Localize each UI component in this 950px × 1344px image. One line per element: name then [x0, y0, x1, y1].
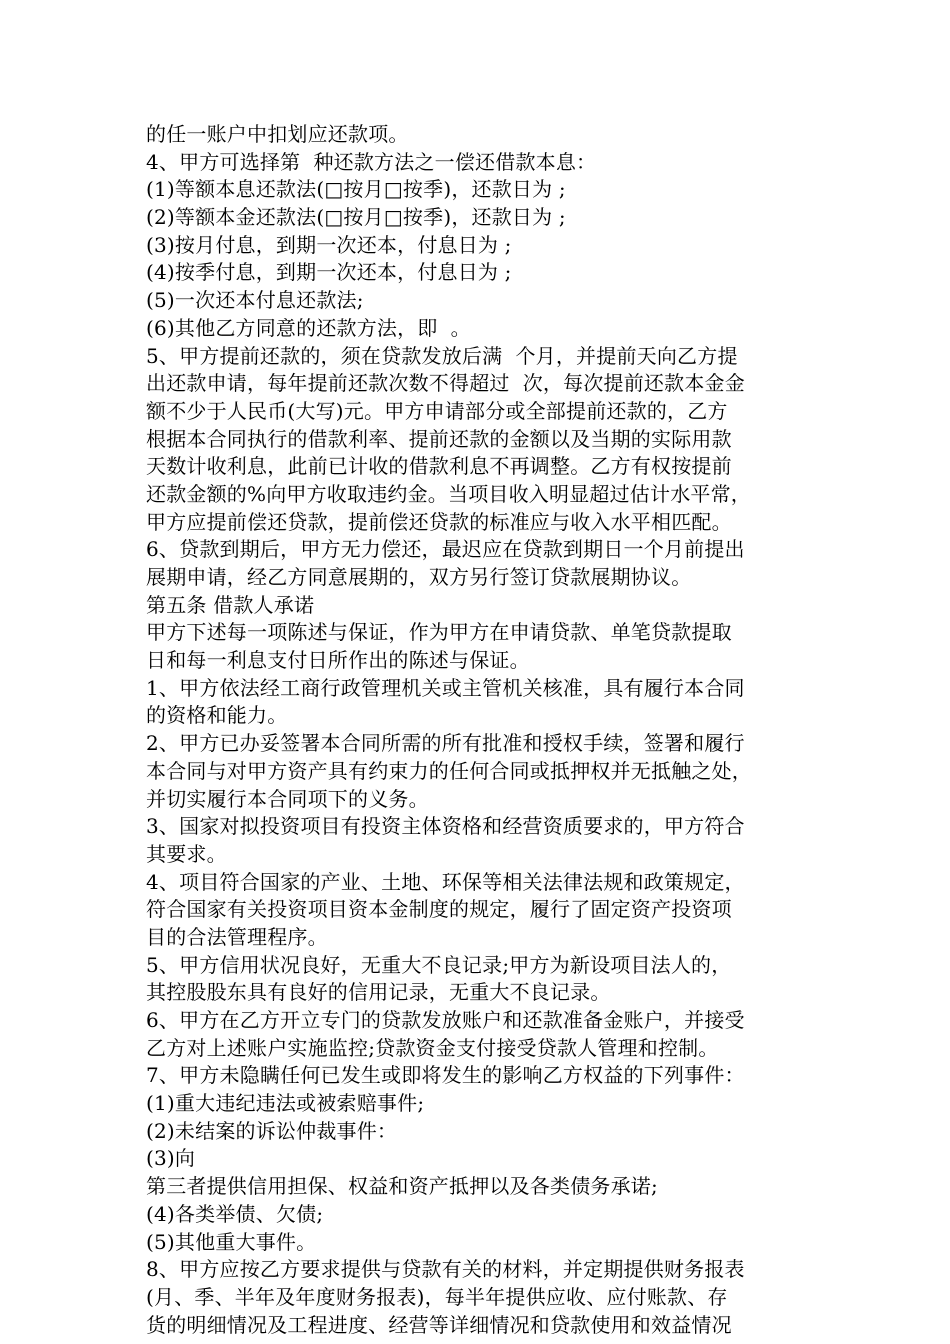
text-line: 日和每一利息支付日所作出的陈述与保证。 [146, 648, 530, 673]
text-line: (6)其他乙方同意的还款方法，即 。 [146, 315, 471, 340]
text-line: 甲方应提前偿还贷款，提前偿还贷款的标准应与收入水平相匹配。 [146, 509, 732, 534]
text-line: (5)其他重大事件。 [146, 1229, 317, 1254]
text-line: 其要求。 [146, 841, 227, 866]
text-line: 8、甲方应按乙方要求提供与贷款有关的材料，并定期提供财务报表 [146, 1257, 745, 1282]
text-line: (4)按季付息，到期一次还本，付息日为 ; [146, 260, 512, 285]
text-line: 3、国家对拟投资项目有投资主体资格和经营资质要求的，甲方符合 [146, 814, 745, 839]
text-line: (月、季、半年及年度财务报表)，每半年提供应收、应付账款、存 [146, 1284, 728, 1309]
text-line: (1)重大违纪违法或被索赔事件; [146, 1091, 425, 1116]
text-line: 符合国家有关投资项目资本金制度的规定，履行了固定资产投资项 [146, 897, 732, 922]
text-line: 并切实履行本合同项下的义务。 [146, 786, 429, 811]
text-line: 1、甲方依法经工商行政管理机关或主管机关核准，具有履行本合同 [146, 675, 745, 700]
text-line: 4、甲方可选择第 种还款方法之一偿还借款本息： [146, 149, 597, 174]
text-line: 第三者提供信用担保、权益和资产抵押以及各类债务承诺; [146, 1174, 658, 1199]
text-line: (3)向 [146, 1146, 196, 1171]
text-line: 第五条 借款人承诺 [146, 592, 315, 617]
text-line: 根据本合同执行的借款利率、提前还款的金额以及当期的实际用款 [146, 426, 732, 451]
text-line: 7、甲方未隐瞒任何已发生或即将发生的影响乙方权益的下列事件： [146, 1063, 745, 1088]
text-line: 2、甲方已办妥签署本合同所需的所有批准和授权手续，签署和履行 [146, 731, 745, 756]
text-line: (1)等额本息还款法(□按月□按季)，还款日为 ; [146, 177, 566, 202]
text-line: 6、贷款到期后，甲方无力偿还，最迟应在贷款到期日一个月前提出 [146, 537, 745, 562]
text-line: 本合同与对甲方资产具有约束力的任何合同或抵押权并无抵触之处， [146, 758, 752, 783]
text-line: (5)一次还本付息还款法; [146, 288, 364, 313]
text-line: 天数计收利息，此前已计收的借款利息不再调整。乙方有权按提前 [146, 454, 732, 479]
text-line: (4)各类举债、欠债; [146, 1201, 324, 1226]
text-line: 4、项目符合国家的产业、土地、环保等相关法律法规和政策规定， [146, 869, 745, 894]
text-line: (3)按月付息，到期一次还本，付息日为 ; [146, 232, 512, 257]
text-line: 目的合法管理程序。 [146, 924, 328, 949]
text-line: 出还款申请，每年提前还款次数不得超过 次，每次提前还款本金金 [146, 371, 745, 396]
text-line: 5、甲方信用状况良好，无重大不良记录;甲方为新设项目法人的， [146, 952, 732, 977]
text-line: 额不少于人民币(大写)元。甲方申请部分或全部提前还款的，乙方 [146, 398, 728, 423]
text-line: 甲方下述每一项陈述与保证，作为甲方在申请贷款、单笔贷款提取 [146, 620, 732, 645]
text-line: 展期申请，经乙方同意展期的，双方另行签订贷款展期协议。 [146, 565, 692, 589]
text-line: 还款金额的%向甲方收取违约金。当项目收入明显超过估计水平常， [146, 481, 752, 506]
text-line: 的任一账户中扣划应还款项。 [146, 122, 409, 146]
text-line: 的资格和能力。 [146, 703, 288, 728]
text-line: 乙方对上述账户实施监控;贷款资金支付接受贷款人管理和控制。 [146, 1035, 719, 1060]
document-body [146, 121, 826, 1339]
text-line: 6、甲方在乙方开立专门的贷款发放账户和还款准备金账户，并接受 [146, 1008, 745, 1032]
text-line: 其控股股东具有良好的信用记录，无重大不良记录。 [146, 980, 611, 1005]
text-line: 货的明细情况及工程进度、经营等详细情况和贷款使用和效益情况 [146, 1312, 732, 1337]
text-line: 5、甲方提前还款的，须在贷款发放后满 个月，并提前天向乙方提 [146, 343, 738, 368]
text-line: (2)未结案的诉讼仲裁事件： [146, 1118, 398, 1143]
text-line: (2)等额本金还款法(□按月□按季)，还款日为 ; [146, 205, 566, 230]
